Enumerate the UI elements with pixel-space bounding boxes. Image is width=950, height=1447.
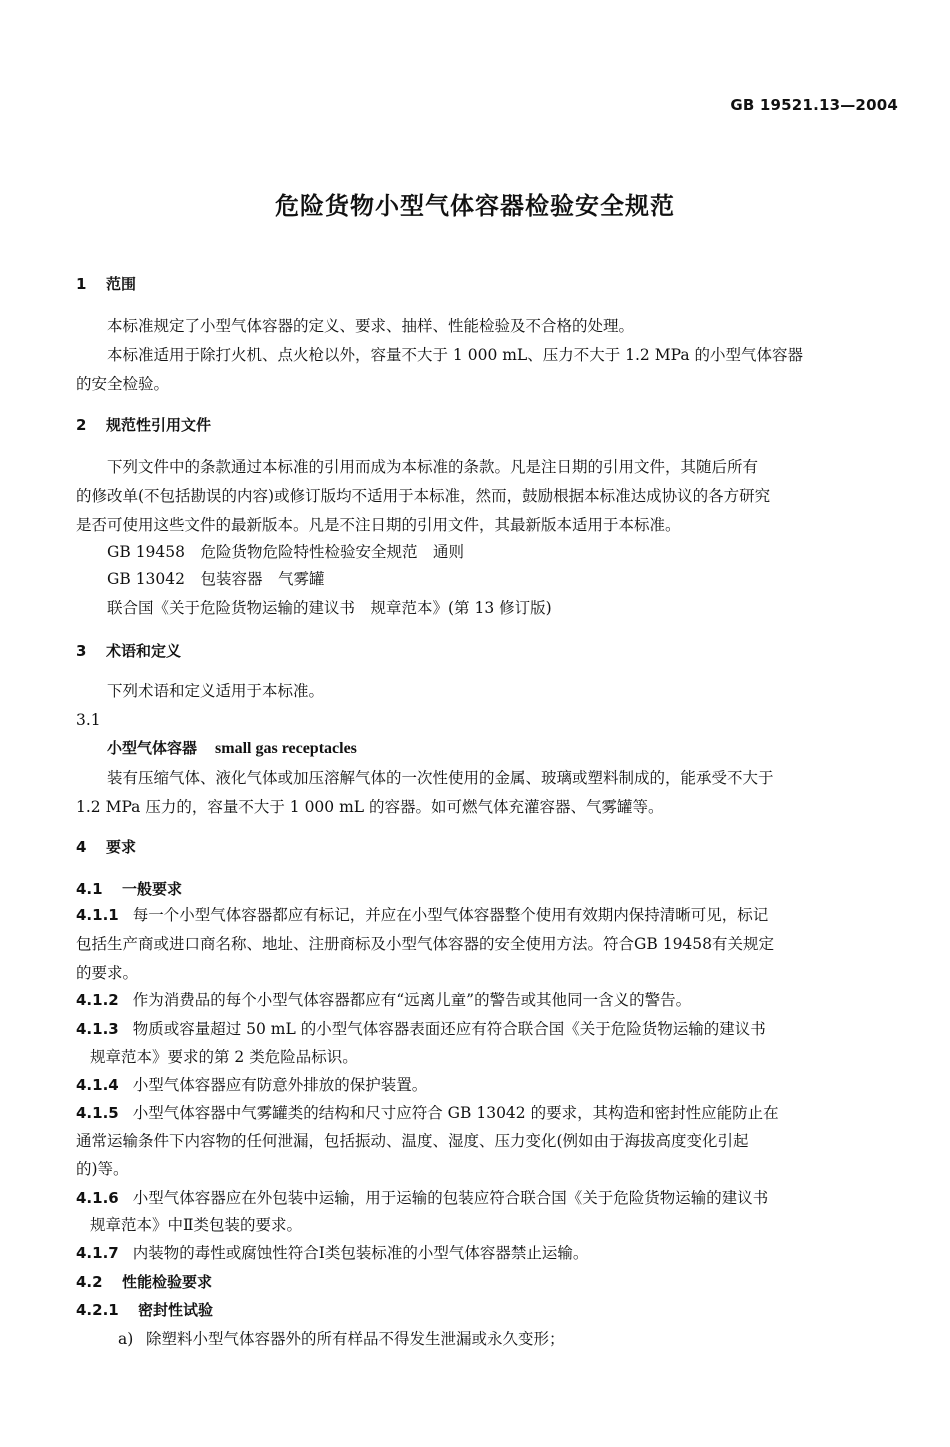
subsection-number: 3.1 (76, 711, 101, 729)
clause-number: 4.1.6 (76, 1189, 119, 1207)
subsection-title: 密封性试验 (138, 1301, 214, 1319)
paragraph-line: 下列文件中的条款通过本标准的引用而成为本标准的条款。凡是注日期的引用文件，其随后所有 (107, 458, 759, 476)
subsection-number: 4.2 (76, 1273, 103, 1291)
reference-item: 联合国《关于危险货物运输的建议书 规章范本》(第 13 修订版) (107, 599, 552, 617)
clause-4-1-6 (76, 1184, 896, 1213)
term-english: small gas receptacles (215, 740, 357, 757)
clause-text: 作为消费品的每个小型气体容器都应有“远离儿童”的警告或其他同一含义的警告。 (132, 991, 692, 1009)
clause-4-1-5 (76, 1099, 896, 1128)
clause-text: 物质或容量超过 50 mL 的小型气体容器表面还应有符合联合国《关于危险货物运输的建议书 (132, 1020, 766, 1038)
section-4-heading (76, 836, 136, 857)
clause-line: 规章范本》中Ⅱ类包装的要求。 (90, 1216, 303, 1234)
clause-number: 4.1.4 (76, 1076, 119, 1094)
reference-item: GB 13042 包装容器 气雾罐 (107, 570, 325, 588)
clause-text: 内装物的毒性或腐蚀性符合Ⅰ类包装标准的小型气体容器禁止运输。 (132, 1244, 589, 1262)
clause-4-1-4 (76, 1071, 427, 1100)
subsection-title: 一般要求 (122, 880, 183, 898)
clause-line: 的)等。 (76, 1160, 129, 1178)
clause-number: 4.1.7 (76, 1244, 119, 1262)
clause-line: 包括生产商或进口商名称、地址、注册商标及小型气体容器的安全使用方法。符合GB 19458有关规定 (76, 935, 775, 953)
definition-line: 1.2 MPa 压力的，容量不大于 1 000 mL 的容器。如可燃气体充灌容器、气雾罐等。 (76, 798, 664, 816)
paragraph: 本标准规定了小型气体容器的定义、要求、抽样、性能检验及不合格的处理。 (107, 317, 635, 335)
section-number: 1 (76, 275, 87, 293)
paragraph-line: 的安全检验。 (76, 375, 170, 393)
clause-text: 小型气体容器应在外包装中运输，用于运输的包装应符合联合国《关于危险货物运输的建议书 (132, 1189, 769, 1207)
section-1-heading (76, 273, 136, 294)
clause-number: 4.1.3 (76, 1020, 119, 1038)
clause-4-1-3 (76, 1015, 896, 1044)
clause-line: 通常运输条件下内容物的任何泄漏，包括振动、温度、湿度、压力变化(例如由于海拔高度变化引起 (76, 1132, 749, 1150)
clause-line: 的要求。 (76, 964, 139, 982)
term-line (107, 737, 357, 758)
subsection-title: 性能检验要求 (122, 1273, 213, 1291)
section-title: 要求 (106, 838, 137, 856)
section-title: 术语和定义 (106, 642, 182, 660)
section-number: 3 (76, 642, 87, 660)
list-label: a) (118, 1330, 134, 1348)
section-2-heading (76, 414, 211, 435)
section-title: 范围 (106, 275, 137, 293)
paragraph-line: 本标准适用于除打火机、点火枪以外，容量不大于 1 000 mL、压力不大于 1.2 MPa 的小型气体容器 (107, 346, 803, 364)
clause-4-1-1 (76, 901, 896, 930)
section-3-heading (76, 640, 181, 661)
subsection-number: 4.2.1 (76, 1301, 119, 1319)
section-number: 2 (76, 416, 87, 434)
document-title: 危险货物小型气体容器检验安全规范 (275, 192, 675, 220)
section-number: 4 (76, 838, 87, 856)
paragraph-line: 是否可使用这些文件的最新版本。凡是不注日期的引用文件，其最新版本适用于本标准。 (76, 516, 681, 534)
reference-item: GB 19458 危险货物危险特性检验安全规范 通则 (107, 543, 465, 561)
section-title: 规范性引用文件 (106, 416, 212, 434)
clause-line: 规章范本》要求的第 2 类危险品标识。 (90, 1048, 358, 1066)
list-item-a (118, 1325, 565, 1354)
subsection-4-1-heading (76, 878, 182, 899)
clause-number: 4.1.1 (76, 906, 119, 924)
paragraph-line: 的修改单(不包括勘误的内容)或修订版均不适用于本标准，然而，鼓励根据本标准达成协议的各方研究 (76, 487, 771, 505)
subsection-number: 4.1 (76, 880, 103, 898)
clause-number: 4.1.2 (76, 991, 119, 1009)
subsection-4-2-heading (76, 1271, 212, 1292)
clause-number: 4.1.5 (76, 1104, 119, 1122)
term-chinese: 小型气体容器 (107, 739, 198, 757)
definition-line: 装有压缩气体、液化气体或加压溶解气体的一次性使用的金属、玻璃或塑料制成的，能承受不大于 (107, 769, 774, 787)
clause-text: 小型气体容器应有防意外排放的保护装置。 (132, 1076, 428, 1094)
clause-4-1-7 (76, 1239, 588, 1268)
clause-4-1-2 (76, 986, 691, 1015)
paragraph: 下列术语和定义适用于本标准。 (107, 682, 325, 700)
clause-text: 小型气体容器中气雾罐类的结构和尺寸应符合 GB 13042 的要求，其构造和密封性应能防止在 (132, 1104, 779, 1122)
clause-text: 每一个小型气体容器都应有标记，并应在小型气体容器整个使用有效期内保持清晰可见，标记 (132, 906, 769, 924)
list-text: 除塑料小型气体容器外的所有样品不得发生泄漏或永久变形； (146, 1330, 565, 1348)
subsection-4-2-1-heading (76, 1299, 213, 1320)
standard-code: GB 19521.13—2004 (730, 96, 898, 114)
